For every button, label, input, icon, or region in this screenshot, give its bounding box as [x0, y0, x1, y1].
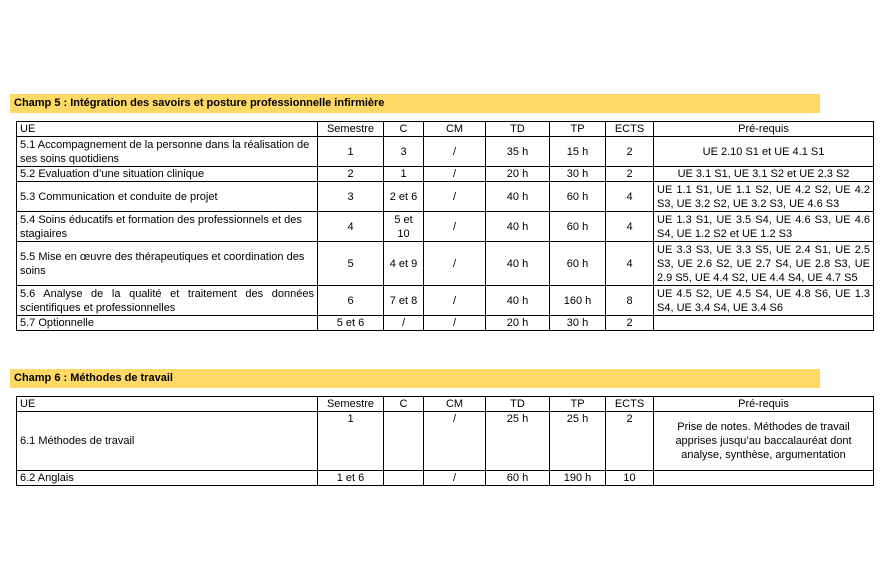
- header-c: C: [384, 397, 424, 412]
- header-semestre: Semestre: [318, 122, 384, 137]
- tp-cell: 30 h: [550, 316, 606, 331]
- tp-cell: 30 h: [550, 167, 606, 182]
- cm-cell: /: [424, 412, 486, 471]
- prerequis-cell: UE 1.1 S1, UE 1.1 S2, UE 4.2 S2, UE 4.2 S3, UE 3.2 S2, UE 3.2 S3, UE 4.6 S3: [654, 182, 874, 212]
- header-cm: CM: [424, 122, 486, 137]
- ue-cell: 6.1 Méthodes de travail: [17, 412, 318, 471]
- ue-cell: 5.5 Mise en œuvre des thérapeutiques et coordination des soins: [17, 242, 318, 286]
- semestre-cell: 5: [318, 242, 384, 286]
- semestre-cell: 3: [318, 182, 384, 212]
- header-ects: ECTS: [606, 122, 654, 137]
- cm-cell: /: [424, 471, 486, 486]
- tp-cell: 160 h: [550, 286, 606, 316]
- ects-cell: 2: [606, 137, 654, 167]
- table-row: [17, 167, 874, 182]
- tp-cell: 25 h: [550, 412, 606, 471]
- header-td: TD: [486, 397, 550, 412]
- champ5-title: Champ 5 : Intégration des savoirs et posture professionnelle infirmière: [10, 94, 820, 113]
- header-tp: TP: [550, 122, 606, 137]
- header-tp: TP: [550, 397, 606, 412]
- header-c: C: [384, 122, 424, 137]
- header-cm: CM: [424, 397, 486, 412]
- table-row: [17, 412, 874, 471]
- prerequis-cell: Prise de notes. Méthodes de travail apprises jusqu’au baccalauréat dont analyse, synthèse, argumentation: [654, 412, 874, 471]
- ue-cell: 5.3 Communication et conduite de projet: [17, 182, 318, 212]
- ue-cell: 5.2 Evaluation d’une situation clinique: [17, 167, 318, 182]
- champ6-table: [16, 396, 874, 486]
- cm-cell: /: [424, 286, 486, 316]
- td-cell: 40 h: [486, 242, 550, 286]
- c-cell: 4 et 9: [384, 242, 424, 286]
- prerequis-cell: UE 3.1 S1, UE 3.1 S2 et UE 2.3 S2: [654, 167, 874, 182]
- td-cell: 20 h: [486, 167, 550, 182]
- ue-cell: 5.6 Analyse de la qualité et traitement des données scientifiques et professionnelles: [17, 286, 318, 316]
- tp-cell: 60 h: [550, 212, 606, 242]
- c-cell: [384, 471, 424, 486]
- prerequis-cell: UE 3.3 S3, UE 3.3 S5, UE 2.4 S1, UE 2.5 S3, UE 2.6 S2, UE 2.7 S4, UE 2.8 S3, UE 2.9 S5, UE 4.4 S2, UE 4.4 S4, UE 4.7 S5: [654, 242, 874, 286]
- ects-cell: 4: [606, 242, 654, 286]
- ects-cell: 4: [606, 212, 654, 242]
- ects-cell: 2: [606, 167, 654, 182]
- champ5-table: [16, 121, 874, 331]
- semestre-cell: 6: [318, 286, 384, 316]
- tp-cell: 15 h: [550, 137, 606, 167]
- prerequis-cell: UE 1.3 S1, UE 3.5 S4, UE 4.6 S3, UE 4.6 S4, UE 1.2 S2 et UE 1.2 S3: [654, 212, 874, 242]
- cm-cell: /: [424, 137, 486, 167]
- ects-cell: 4: [606, 182, 654, 212]
- prerequis-cell: [654, 471, 874, 486]
- header-ects: ECTS: [606, 397, 654, 412]
- td-cell: 25 h: [486, 412, 550, 471]
- header-ue: UE: [17, 122, 318, 137]
- tp-cell: 190 h: [550, 471, 606, 486]
- semestre-cell: 4: [318, 212, 384, 242]
- ects-cell: 2: [606, 316, 654, 331]
- td-cell: 60 h: [486, 471, 550, 486]
- ue-cell: 5.4 Soins éducatifs et formation des professionnels et des stagiaires: [17, 212, 318, 242]
- cm-cell: /: [424, 212, 486, 242]
- c-cell: /: [384, 316, 424, 331]
- semestre-cell: 5 et 6: [318, 316, 384, 331]
- td-cell: 40 h: [486, 182, 550, 212]
- table-header-row: [17, 122, 874, 137]
- prerequis-cell: UE 2.10 S1 et UE 4.1 S1: [654, 137, 874, 167]
- cm-cell: /: [424, 242, 486, 286]
- tp-cell: 60 h: [550, 242, 606, 286]
- ects-cell: 8: [606, 286, 654, 316]
- header-td: TD: [486, 122, 550, 137]
- header-ue: UE: [17, 397, 318, 412]
- cm-cell: /: [424, 182, 486, 212]
- cm-cell: /: [424, 316, 486, 331]
- semestre-cell: 2: [318, 167, 384, 182]
- c-cell: 2 et 6: [384, 182, 424, 212]
- prerequis-cell: [654, 316, 874, 331]
- table-row: [17, 242, 874, 286]
- ects-cell: 2: [606, 412, 654, 471]
- td-cell: 35 h: [486, 137, 550, 167]
- ue-cell: 5.7 Optionnelle: [17, 316, 318, 331]
- td-cell: 20 h: [486, 316, 550, 331]
- cm-cell: /: [424, 167, 486, 182]
- table-row: [17, 286, 874, 316]
- c-cell: 5 et 10: [384, 212, 424, 242]
- semestre-cell: 1: [318, 137, 384, 167]
- table-row: [17, 182, 874, 212]
- c-cell: 3: [384, 137, 424, 167]
- td-cell: 40 h: [486, 212, 550, 242]
- td-cell: 40 h: [486, 286, 550, 316]
- table-row: [17, 316, 874, 331]
- table-row: [17, 137, 874, 167]
- table-row: [17, 212, 874, 242]
- c-cell: 1: [384, 167, 424, 182]
- semestre-cell: 1: [318, 412, 384, 471]
- header-prerequis: Pré-requis: [654, 122, 874, 137]
- semestre-cell: 1 et 6: [318, 471, 384, 486]
- c-cell: [384, 412, 424, 471]
- ue-cell: 5.1 Accompagnement de la personne dans la réalisation de ses soins quotidiens: [17, 137, 318, 167]
- ue-cell: 6.2 Anglais: [17, 471, 318, 486]
- tp-cell: 60 h: [550, 182, 606, 212]
- table-header-row: [17, 397, 874, 412]
- table-row: [17, 471, 874, 486]
- champ6-title: Champ 6 : Méthodes de travail: [10, 369, 820, 388]
- c-cell: 7 et 8: [384, 286, 424, 316]
- header-semestre: Semestre: [318, 397, 384, 412]
- ects-cell: 10: [606, 471, 654, 486]
- header-prerequis: Pré-requis: [654, 397, 874, 412]
- prerequis-cell: UE 4.5 S2, UE 4.5 S4, UE 4.8 S6, UE 1.3 S4, UE 3.4 S4, UE 3.4 S6: [654, 286, 874, 316]
